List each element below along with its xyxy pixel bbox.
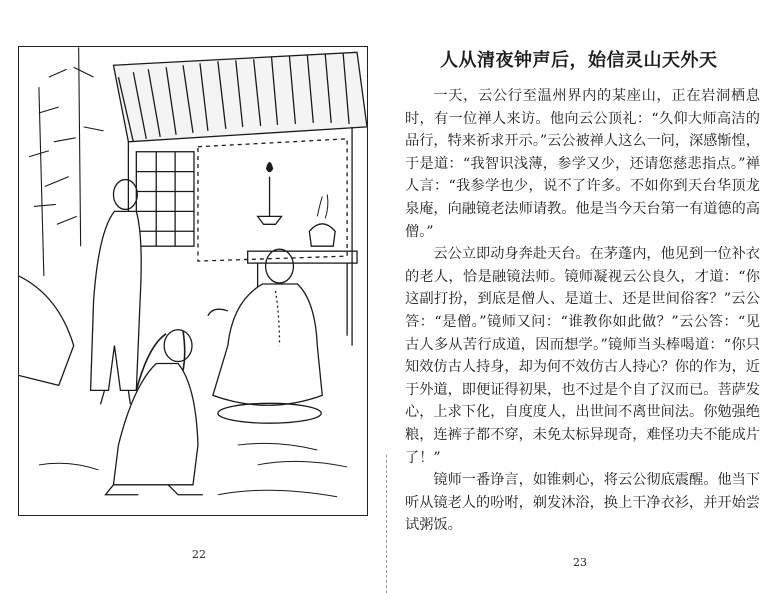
- foreground-figure: [19, 276, 74, 385]
- ink-illustration: [18, 46, 368, 516]
- standing-monk: [91, 180, 142, 405]
- paragraph-2: 云公立即动身奔赴天台。在茅蓬内，他见到一位补衣的老人，恰是融镜法师。镜师凝视云公良久，才道：“你这副打扮，到底是僧人、是道士、还是世间俗客？”云公答：“是僧。”镜师又问：“谁教你如此做？”云公答：“见古人多从苦行成道，因而想学。”镜师当头棒喝道：“你只知效仿古人持身，却为何不效仿古人持心？你的作为，近于外道，即便证得初果，也不过是个自了汉而已。菩萨发心，上求下化，自度度人，出世间不离世间法。你勉强绝粮，连裤子都不穿，未免太标异现奇，难怪功夫不能成片了！”: [405, 246, 760, 466]
- body-text: [405, 85, 760, 537]
- seated-master: [208, 249, 322, 423]
- thatched-roof: [113, 52, 367, 141]
- right-page-number: 23: [573, 556, 587, 569]
- illustration-drawing: [19, 47, 367, 515]
- left-page-number: 22: [192, 548, 206, 561]
- chapter-title: 人从清夜钟声后，始信灵山天外天: [440, 50, 718, 71]
- paragraph-3: 镜师一番诤言，如锥刺心，将云公彻底震醒。他当下听从镜老人的吩咐，剃发沐浴，换上干净衣衫，并开始尝试粥饭。: [405, 472, 760, 534]
- paragraph-1: 一天，云公行至温州界内的某座山，正在岩洞栖息时，有一位禅人来访。他向云公顶礼：“久仰大师高洁的品行，特来祈求开示。”云公被禅人这么一问，深感惭惶，于是道：“我智识浅薄，参学又少，还请您慈悲指点。”禅人言：“我参学也少，说不了许多。不如你到天台华顶龙泉庵，向融镜老法师请教。他是当今天台第一有道德的高僧。”: [405, 88, 760, 240]
- bamboo-leaves: [29, 47, 104, 276]
- right-page: [385, 0, 770, 593]
